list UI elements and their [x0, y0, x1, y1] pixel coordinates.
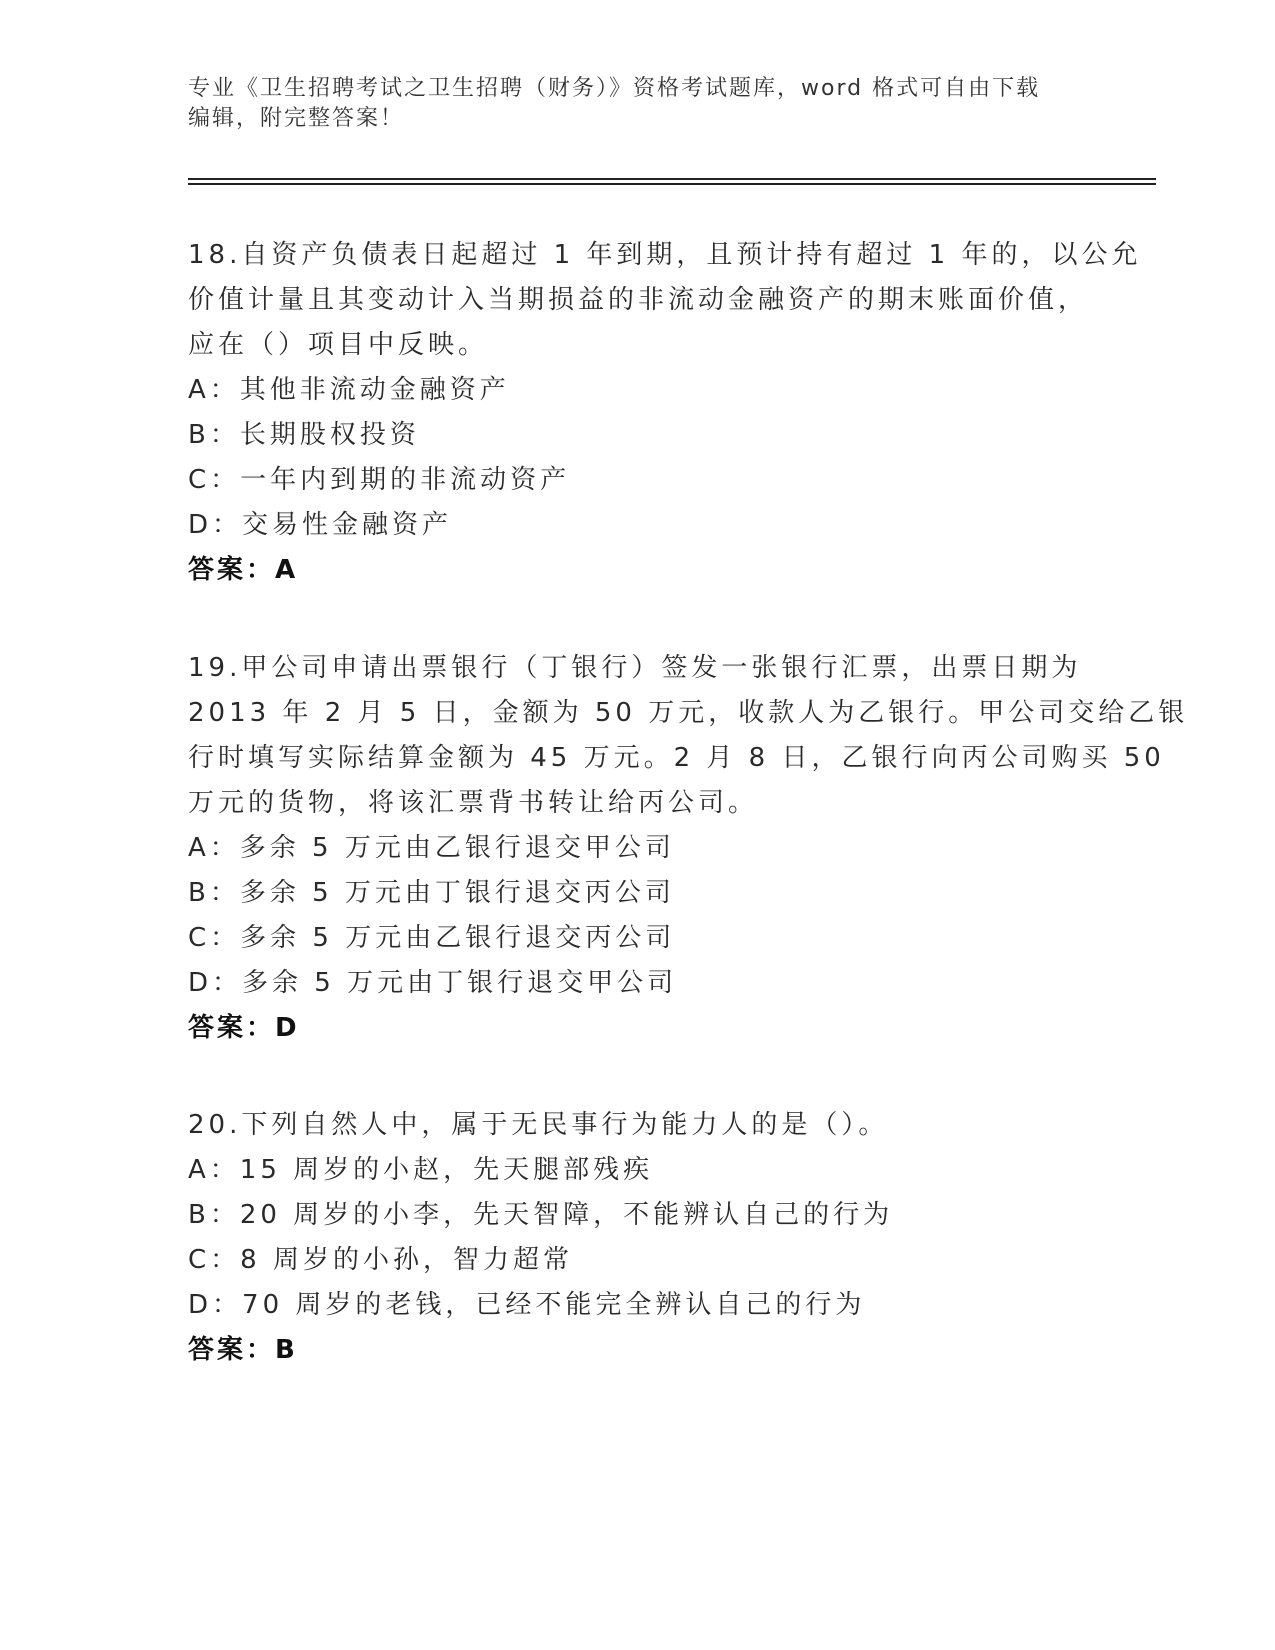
option-d: D：70 周岁的老钱，已经不能完全辨认自己的行为	[188, 1290, 866, 1320]
question-stem	[188, 233, 1142, 368]
stem-line: 2013 年 2 月 5 日，金额为 50 万元，收款人为乙银行。甲公司交给乙银	[188, 698, 1189, 728]
question-18	[188, 233, 1142, 593]
option-c: C：多余 5 万元由乙银行退交丙公司	[188, 923, 676, 953]
question-20	[188, 1103, 1088, 1373]
header-divider-bottom	[188, 183, 1156, 185]
option-d: D：多余 5 万元由丁银行退交甲公司	[188, 968, 678, 998]
option-a: A：其他非流动金融资产	[188, 375, 510, 405]
stem-line: 19.甲公司申请出票银行（丁银行）签发一张银行汇票，出票日期为	[188, 653, 1082, 683]
question-19	[188, 646, 1189, 1051]
option-a: A：15 周岁的小赵，先天腿部残疾	[188, 1155, 654, 1185]
option-b: B：多余 5 万元由丁银行退交丙公司	[188, 878, 675, 908]
header-line: 专业《卫生招聘考试之卫生招聘（财务）》资格考试题库，word 格式可自由下载	[188, 76, 1041, 101]
stem-line: 万元的货物，将该汇票背书转让给丙公司。	[188, 788, 759, 818]
stem-line: 价值计量且其变动计入当期损益的非流动金融资产的期末账面价值，	[188, 285, 1089, 315]
answer: 答案：D	[188, 1013, 300, 1043]
option-d: D：交易性金融资产	[188, 510, 453, 540]
option-a: A：多余 5 万元由乙银行退交甲公司	[188, 833, 675, 863]
option-c: C：一年内到期的非流动资产	[188, 465, 571, 495]
header-divider-top	[188, 178, 1156, 180]
question-stem	[188, 646, 1189, 826]
document-header	[188, 74, 1088, 134]
option-b: B：长期股权投资	[188, 420, 420, 450]
option-c: C：8 周岁的小孙，智力超常	[188, 1245, 573, 1275]
header-line: 编辑，附完整答案！	[188, 106, 405, 131]
stem-line: 行时填写实际结算金额为 45 万元。2 月 8 日，乙银行向丙公司购买 50	[188, 743, 1165, 773]
stem-line: 20.下列自然人中，属于无民事行为能力人的是（）。	[188, 1110, 889, 1140]
option-b: B：20 周岁的小李，先天智障，不能辨认自己的行为	[188, 1200, 894, 1230]
stem-line: 18.自资产负债表日起超过 1 年到期，且预计持有超过 1 年的，以公允	[188, 240, 1142, 270]
answer: 答案：B	[188, 1335, 298, 1365]
stem-line: 应在（）项目中反映。	[188, 330, 489, 360]
answer: 答案：A	[188, 555, 299, 585]
question-stem	[188, 1103, 1088, 1148]
